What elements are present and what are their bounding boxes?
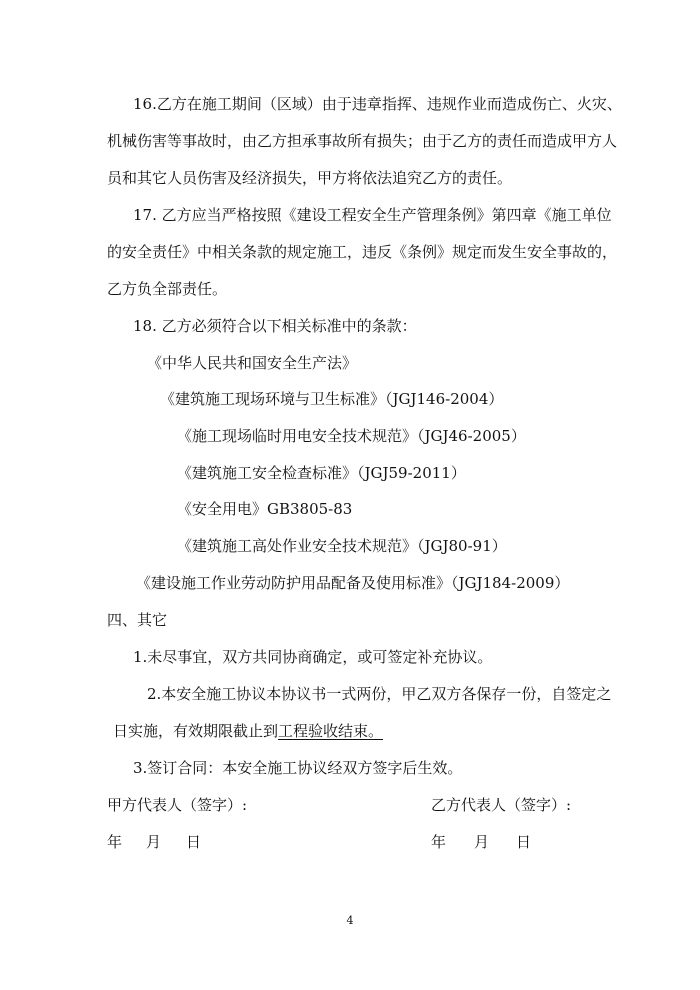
clause-2-line1: 2.本安全施工协议本协议书一式两份，甲乙双方各保存一份，自签定之	[147, 685, 612, 703]
standard-1: 《中华人民共和国安全生产法》	[147, 354, 358, 372]
party-b-month: 月	[474, 833, 490, 851]
item16-line3: 员和其它人员伤害及经济损失，甲方将依法追究乙方的责任。	[107, 169, 513, 187]
clause-1: 1.未尽事宜，双方共同协商确定，或可签定补充协议。	[133, 648, 493, 666]
item17-line1: 17. 乙方应当严格按照《建设工程安全生产管理条例》第四章《施工单位	[133, 206, 612, 224]
standard-2: 《建筑施工现场环境与卫生标准》（JGJ146-2004）	[160, 390, 504, 408]
item18-intro: 18. 乙方必须符合以下相关标准中的条款：	[133, 317, 417, 335]
standard-4: 《建筑施工安全检查标准》（JGJ59-2011）	[177, 464, 466, 482]
item16-line2: 机械伤害等事故时，由乙方担承事故所有损失；由于乙方的责任而造成甲方人	[107, 132, 618, 150]
standard-3: 《施工现场临时用电安全技术规范》（JGJ46-2005）	[177, 427, 526, 445]
party-b-signature-label: 乙方代表人（签字）:	[431, 796, 572, 814]
standard-7: 《建设施工作业劳动防护用品配备及使用标准》（JGJ184-2009）	[136, 574, 570, 592]
item17-line2: 的安全责任》中相关条款的规定施工，违反《条例》规定而发生安全事故的，	[107, 243, 618, 261]
party-b-day: 日	[516, 833, 532, 851]
section4-heading: 四、其它	[107, 611, 168, 629]
party-a-month: 月	[146, 833, 162, 851]
item16-line1: 16.乙方在施工期间（区域）由于违章指挥、违规作业而造成伤亡、火灾、	[133, 95, 622, 113]
party-a-signature-label: 甲方代表人（签字）:	[107, 796, 248, 814]
clause-3: 3.签订合同：本安全施工协议经双方签字后生效。	[133, 759, 463, 777]
party-a-year: 年	[107, 833, 123, 851]
clause-2-line2-prefix: 日实施，有效期限截止到	[113, 722, 279, 740]
standard-6: 《建筑施工高处作业安全技术规范》（JGJ80-91）	[177, 537, 507, 555]
clause-2-line2	[113, 721, 383, 741]
party-b-year: 年	[431, 833, 447, 851]
party-a-day: 日	[186, 833, 202, 851]
page-number: 4	[346, 914, 354, 927]
standard-5: 《安全用电》GB3805-83	[177, 500, 353, 518]
clause-2-underlined-term: 工程验收结束。	[278, 722, 384, 740]
item17-line3: 乙方负全部责任。	[107, 280, 228, 298]
